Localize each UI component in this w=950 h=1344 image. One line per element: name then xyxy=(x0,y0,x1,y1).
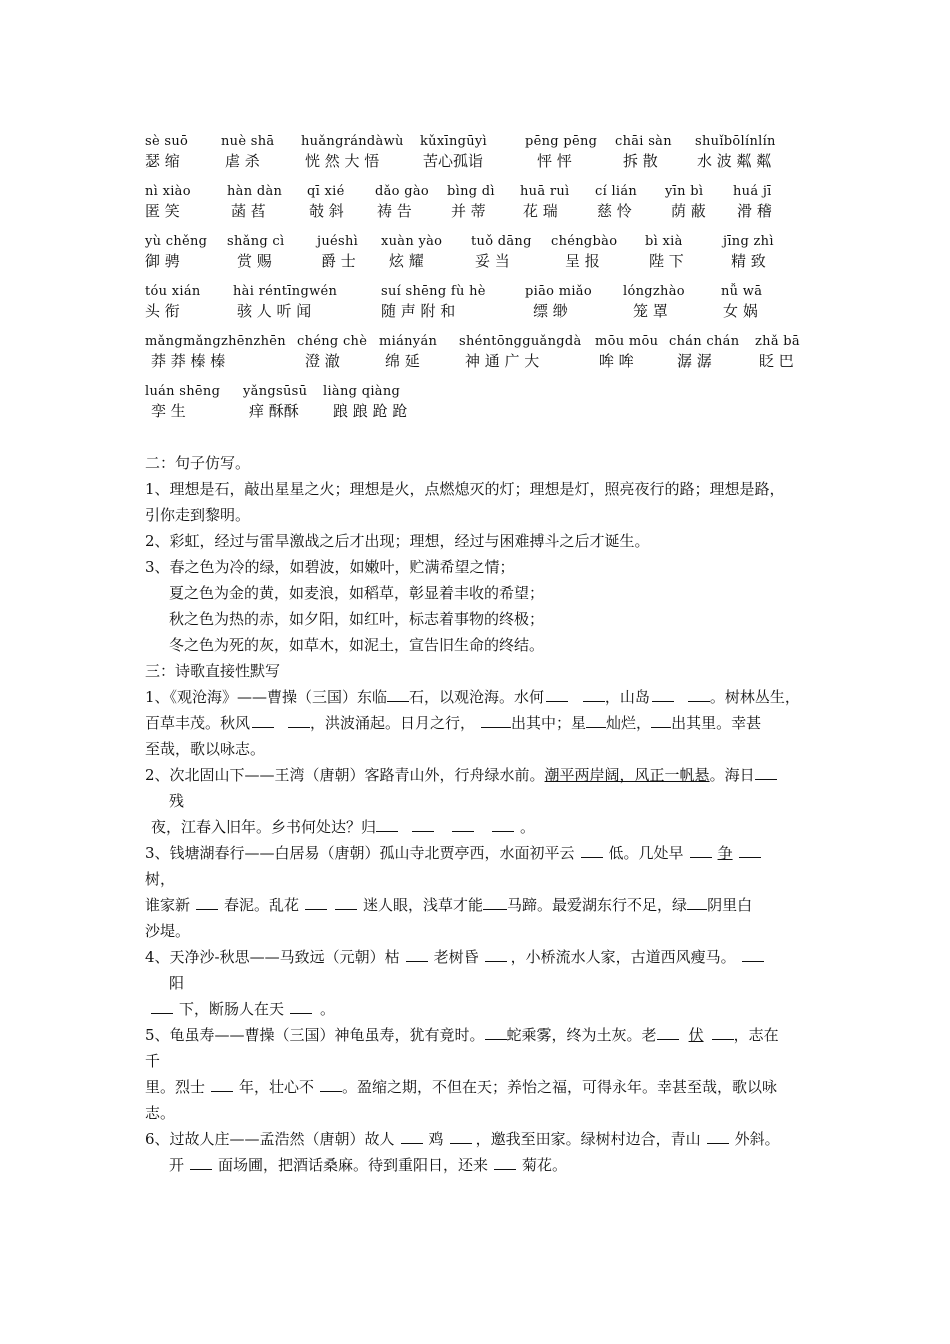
fill-blank[interactable] xyxy=(687,893,707,910)
poem-text: 石，以观沧海。水何 xyxy=(409,688,545,706)
pinyin: bì xià xyxy=(645,234,683,249)
poem-text: 2、次北固山下——王湾（唐朝）客路青山外，行舟绿水前。 xyxy=(145,766,545,784)
poem-text: 面场圃，把酒话桑麻。待到重阳日，还来 xyxy=(218,1156,489,1174)
hanzi: 随 声 附 和 xyxy=(381,302,456,320)
pinyin: luán shēng xyxy=(145,384,221,399)
pinyin: yǎngsūsū xyxy=(243,384,308,399)
fill-blank[interactable] xyxy=(483,893,507,910)
paragraph-line: 冬之色为死的灰，如草木，如泥土，宣告旧生命的终结。 xyxy=(169,636,545,654)
poem-text: 3、钱塘湖春行——白居易（唐朝）孤山寺北贾亭西，水面初平云 xyxy=(145,844,575,862)
hanzi: 拆 散 xyxy=(623,152,658,170)
hanzi: 花 瑞 xyxy=(523,202,558,220)
pinyin: nì xiào xyxy=(145,184,191,199)
pinyin: liàng qiàng xyxy=(323,384,401,399)
fill-blank[interactable] xyxy=(712,1023,734,1040)
hanzi: 莽 莽 榛 榛 xyxy=(151,352,226,370)
fill-blank[interactable] xyxy=(252,711,274,728)
poem-text: 年，壮心不 xyxy=(239,1078,315,1096)
hanzi: 陛 下 xyxy=(649,252,684,270)
hanzi: 恍 然 大 悟 xyxy=(305,152,380,170)
hanzi: 炫 耀 xyxy=(389,252,424,270)
poem-text: ，洪波涌起。日月之行， xyxy=(310,714,476,732)
fill-blank[interactable] xyxy=(707,1127,729,1144)
section-2 xyxy=(145,450,825,658)
poem-text: 4、天净沙-秋思——马致远（元朝）枯 xyxy=(145,948,400,966)
pinyin: nuè shā xyxy=(221,134,275,149)
poem-4-line: 阳 xyxy=(169,974,185,992)
paragraph-line: 秋之色为热的赤，如夕阳，如红叶，标志着事物的终极； xyxy=(169,610,545,628)
poem-text: 。海日 xyxy=(709,766,755,784)
poem-text: ，志在 xyxy=(733,1026,779,1044)
poem-3-line: 树， xyxy=(145,870,176,888)
hanzi: 绵 延 xyxy=(385,352,420,370)
fill-blank[interactable] xyxy=(305,893,327,910)
pinyin: jīng zhì xyxy=(723,234,774,249)
fill-blank[interactable] xyxy=(190,1153,212,1170)
poem-4-line xyxy=(145,944,825,970)
pinyin: yù chěng xyxy=(145,234,208,249)
hanzi: 赏 赐 xyxy=(237,252,272,270)
fill-blank[interactable] xyxy=(652,685,674,702)
hanzi: 痒 酥酥 xyxy=(249,402,299,420)
poem-text: 下，断肠人在天 xyxy=(179,1000,285,1018)
hanzi: 头 衔 xyxy=(145,302,180,320)
poem-text: 里。烈士 xyxy=(145,1078,206,1096)
fill-blank[interactable] xyxy=(452,815,474,832)
pinyin: mǎngmǎngzhēnzhēn xyxy=(145,334,286,349)
fill-blank[interactable] xyxy=(586,711,606,728)
hanzi: 虐 杀 xyxy=(225,152,260,170)
poem-text: 低。几处早 xyxy=(608,844,684,862)
hanzi: 神 通 广 大 xyxy=(465,352,540,370)
pinyin: suí shēng fù hè xyxy=(381,284,486,299)
fill-blank[interactable] xyxy=(581,841,603,858)
hanzi: 妥 当 xyxy=(475,252,510,270)
pinyin: tuǒ dāng xyxy=(471,234,532,249)
hanzi: 慈 怜 xyxy=(597,202,632,220)
paragraph-line: 引你走到黎明。 xyxy=(145,506,251,524)
hanzi: 苦心孤诣 xyxy=(423,152,484,170)
section-heading: 二：句子仿写。 xyxy=(145,454,251,472)
pinyin-row-2 xyxy=(145,180,825,230)
poem-text: 开 xyxy=(169,1156,185,1174)
poem-6-line xyxy=(145,1126,825,1152)
pinyin-row-1 xyxy=(145,130,825,180)
pinyin: shéntōngguǎngdà xyxy=(459,334,582,349)
poem-text: 出其里。幸甚 xyxy=(671,714,762,732)
pinyin: cí lián xyxy=(595,184,638,199)
pinyin: tóu xián xyxy=(145,284,201,299)
fill-blank[interactable] xyxy=(651,711,671,728)
pinyin: juéshì xyxy=(317,234,359,249)
fill-blank[interactable] xyxy=(151,997,173,1014)
fill-blank[interactable] xyxy=(485,945,507,962)
pinyin: yīn bì xyxy=(665,184,704,199)
poem-text: 出其中；星 xyxy=(511,714,587,732)
hanzi: 潺 潺 xyxy=(677,352,712,370)
pinyin: huá jī xyxy=(733,184,772,199)
fill-blank[interactable] xyxy=(450,1127,472,1144)
poem-text: ，山岛 xyxy=(604,688,650,706)
poem-2-line xyxy=(145,814,825,840)
hanzi: 缥 缈 xyxy=(533,302,568,320)
paragraph-line: 1、理想是石，敲出星星之火；理想是火，点燃熄灭的灯；理想是灯，照亮夜行的路；理想是路， xyxy=(145,480,785,498)
poem-1-line: 至哉，歌以咏志。 xyxy=(145,740,266,758)
paragraph-line: 3、春之色为冷的绿，如碧波，如嫩叶，贮满希望之情； xyxy=(145,558,515,576)
pinyin-row-4 xyxy=(145,280,825,330)
hanzi: 菡 萏 xyxy=(231,202,266,220)
poem-text: 灿烂， xyxy=(606,714,652,732)
hanzi: 笼 罩 xyxy=(633,302,668,320)
fill-blank[interactable] xyxy=(494,1153,516,1170)
poem-text: 老树昏 xyxy=(433,948,479,966)
pinyin: dǎo gào xyxy=(375,184,430,199)
pinyin: xuàn yào xyxy=(381,234,443,249)
poem-text: 春泥。乱花 xyxy=(224,896,300,914)
underlined-text: 潮平两岸阔，风正一帆悬 xyxy=(544,766,710,784)
fill-blank[interactable] xyxy=(288,711,310,728)
poem-text: 夜，江春入旧年。乡书何处达？归 xyxy=(151,818,377,836)
pinyin: shǎng cì xyxy=(227,234,285,249)
pinyin: chāi sàn xyxy=(615,134,672,149)
fill-blank[interactable] xyxy=(546,685,568,702)
hanzi: 攲 斜 xyxy=(309,202,344,220)
pinyin: kǔxīngūyì xyxy=(420,134,488,149)
poem-text: 6、过故人庄——孟浩然（唐朝）故人 xyxy=(145,1130,395,1148)
fill-blank[interactable] xyxy=(690,841,712,858)
fill-blank[interactable] xyxy=(492,815,514,832)
hanzi: 并 蒂 xyxy=(451,202,486,220)
pinyin: miányán xyxy=(379,334,438,349)
poem-text: 百草丰茂。秋风 xyxy=(145,714,251,732)
fill-blank[interactable] xyxy=(742,945,764,962)
poem-text: ，邀我至田家。绿树村边合，青山 xyxy=(475,1130,701,1148)
paragraph-line: 2、彩虹，经过与雷旱激战之后才出现；理想，经过与困难搏斗之后才诞生。 xyxy=(145,532,650,550)
poem-text: 马蹄。最爱湖东行不足，绿 xyxy=(507,896,688,914)
hanzi: 爵 士 xyxy=(321,252,356,270)
hanzi: 匿 笑 xyxy=(145,202,180,220)
hanzi: 呈 报 xyxy=(565,252,600,270)
hanzi: 祷 告 xyxy=(377,202,412,220)
pinyin: bìng dì xyxy=(447,184,495,199)
pinyin-section xyxy=(145,130,825,430)
fill-blank[interactable] xyxy=(739,841,761,858)
poem-text: 迷人眼，浅草才能 xyxy=(363,896,484,914)
pinyin: chéng chè xyxy=(297,334,368,349)
hanzi: 怦 怦 xyxy=(537,152,572,170)
fill-blank[interactable] xyxy=(211,1075,233,1092)
underlined-text: 伏 xyxy=(688,1026,704,1044)
hanzi: 女 娲 xyxy=(723,302,758,320)
poem-text: 5、龟虽寿——曹操（三国）神龟虽寿，犹有竟时。 xyxy=(145,1026,485,1044)
hanzi: 水 波 粼 粼 xyxy=(697,152,772,170)
fill-blank[interactable] xyxy=(688,685,710,702)
pinyin: qī xié xyxy=(307,184,345,199)
pinyin: pēng pēng xyxy=(525,134,598,149)
poem-text: 。树林丛生， xyxy=(709,688,800,706)
poem-text: 外斜。 xyxy=(734,1130,780,1148)
pinyin: lóngzhào xyxy=(623,284,685,299)
hanzi: 滑 稽 xyxy=(737,202,772,220)
poem-5-line xyxy=(145,1074,825,1100)
poem-text: 菊花。 xyxy=(522,1156,568,1174)
hanzi: 精 致 xyxy=(731,252,766,270)
pinyin: shuǐbōlínlín xyxy=(695,134,776,149)
poem-text: 。 xyxy=(520,818,536,836)
poem-text: 。盈缩之期，不但在天；养怡之福，可得永年。幸甚至哉，歌以咏 xyxy=(342,1078,778,1096)
poem-5-line: 千 xyxy=(145,1052,161,1070)
poem-3-line: 沙堤。 xyxy=(145,922,191,940)
pinyin-row-5 xyxy=(145,330,825,380)
paragraph-line: 夏之色为金的黄，如麦浪，如稻草，彰显着丰收的希望； xyxy=(169,584,545,602)
poem-2-line xyxy=(145,762,825,788)
fill-blank[interactable] xyxy=(387,685,409,702)
poem-5-line xyxy=(145,1022,825,1048)
pinyin: hài réntīngwén xyxy=(233,284,338,299)
fill-blank[interactable] xyxy=(412,815,434,832)
hanzi: 孪 生 xyxy=(151,402,186,420)
fill-blank[interactable] xyxy=(485,1023,507,1040)
fill-blank[interactable] xyxy=(335,893,357,910)
pinyin: nǚ wā xyxy=(721,284,763,299)
hanzi: 骇 人 听 闻 xyxy=(237,302,312,320)
poem-text: 鸡 xyxy=(428,1130,444,1148)
poem-3-line xyxy=(145,892,825,918)
hanzi: 眨 巴 xyxy=(759,352,794,370)
hanzi: 哞 哞 xyxy=(599,352,634,370)
hanzi: 澄 澈 xyxy=(305,352,340,370)
poem-1-line xyxy=(145,684,825,710)
pinyin-row-6 xyxy=(145,380,825,430)
fill-blank[interactable] xyxy=(196,893,218,910)
poem-5-line: 志。 xyxy=(145,1104,176,1122)
pinyin: huā ruì xyxy=(520,184,570,199)
underlined-text: 争 xyxy=(717,844,733,862)
pinyin: chán chán xyxy=(669,334,740,349)
fill-blank[interactable] xyxy=(583,685,605,702)
poem-text: 谁家新 xyxy=(145,896,191,914)
section-3 xyxy=(145,658,825,1178)
hanzi: 踉 踉 跄 跄 xyxy=(333,402,408,420)
section-heading: 三：诗歌直接性默写 xyxy=(145,662,281,680)
hanzi: 御 骋 xyxy=(145,252,180,270)
fill-blank[interactable] xyxy=(406,945,428,962)
pinyin: zhǎ bā xyxy=(755,334,800,349)
fill-blank[interactable] xyxy=(320,1075,342,1092)
poem-4-line xyxy=(145,996,825,1022)
fill-blank[interactable] xyxy=(290,997,312,1014)
poem-1-line xyxy=(145,710,825,736)
fill-blank[interactable] xyxy=(481,711,511,728)
fill-blank[interactable] xyxy=(376,815,398,832)
poem-text: 蛇乘雾，终为土灰。老 xyxy=(506,1026,657,1044)
poem-3-line xyxy=(145,840,825,866)
pinyin-row-3 xyxy=(145,230,825,280)
hanzi: 瑟 缩 xyxy=(145,152,180,170)
hanzi: 荫 蔽 xyxy=(671,202,706,220)
pinyin: chéngbào xyxy=(551,234,618,249)
poem-text: 。 xyxy=(320,1000,336,1018)
fill-blank[interactable] xyxy=(657,1023,679,1040)
pinyin: mōu mōu xyxy=(595,334,659,349)
fill-blank[interactable] xyxy=(755,763,777,780)
poem-text: ，小桥流水人家，古道西风瘦马。 xyxy=(510,948,736,966)
pinyin: huǎngrándàwù xyxy=(301,134,404,149)
pinyin: sè suō xyxy=(145,134,189,149)
pinyin: hàn dàn xyxy=(227,184,283,199)
poem-text: 阴里白 xyxy=(707,896,753,914)
poem-text: 1、《观沧海》——曹操（三国）东临 xyxy=(145,688,388,706)
poem-2-line: 残 xyxy=(169,792,185,810)
fill-blank[interactable] xyxy=(401,1127,423,1144)
poem-6-line xyxy=(145,1152,825,1178)
pinyin: piāo miǎo xyxy=(525,284,592,299)
